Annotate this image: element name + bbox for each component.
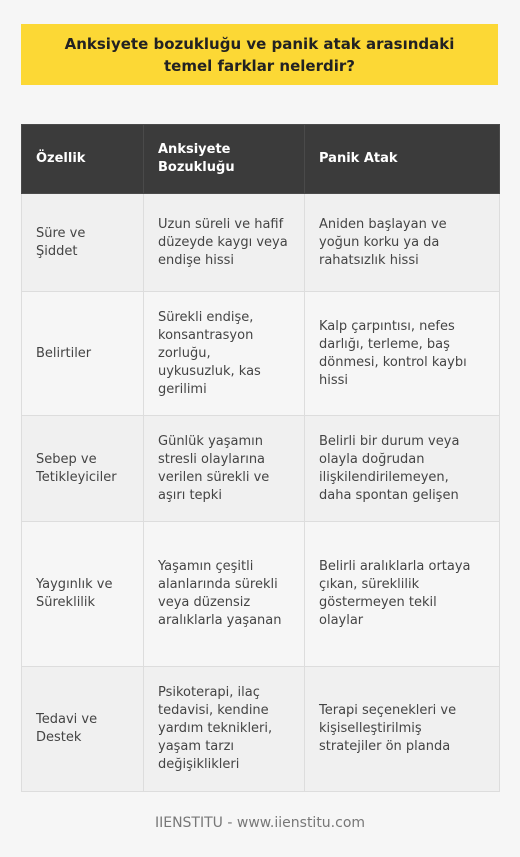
row-anxiety: Uzun süreli ve hafif düzeyde kaygı veya endişe hissi (144, 194, 305, 292)
row-feature: Belirtiler (22, 292, 144, 416)
row-panic: Belirli aralıklarla ortaya çıkan, süreklilik göstermeyen tekil olaylar (305, 522, 500, 667)
table-row (22, 194, 500, 292)
row-feature: Tedavi ve Destek (22, 667, 144, 792)
row-anxiety: Sürekli endişe, konsantrasyon zorluğu, uykusuzluk, kas gerilimi (144, 292, 305, 416)
header-feature: Özellik (22, 125, 144, 194)
row-panic: Terapi seçenekleri ve kişiselleştirilmiş stratejiler ön planda (305, 667, 500, 792)
row-anxiety: Psikoterapi, ilaç tedavisi, kendine yardım teknikleri, yaşam tarzı değişiklikleri (144, 667, 305, 792)
table-row (22, 522, 500, 667)
footer-credit: IIENSTITU - www.iienstitu.com (154, 815, 366, 831)
table-row (22, 667, 500, 792)
row-anxiety: Yaşamın çeşitli alanlarında sürekli veya düzensiz aralıklarla yaşanan (144, 522, 305, 667)
table-header-row (22, 125, 500, 194)
header-panic-attack: Panik Atak (305, 125, 500, 194)
comparison-table (21, 124, 500, 792)
table-row (22, 416, 500, 522)
row-panic: Kalp çarpıntısı, nefes darlığı, terleme, baş dönmesi, kontrol kaybı hissi (305, 292, 500, 416)
row-feature: Sebep ve Tetikleyiciler (22, 416, 144, 522)
page-title-text: Anksiyete bozukluğu ve panik atak arasındaki temel farklar nelerdir? (64, 34, 455, 75)
row-feature: Yaygınlık ve Süreklilik (22, 522, 144, 667)
row-panic: Belirli bir durum veya olayla doğrudan ilişkilendirilemeyen, daha spontan gelişen (305, 416, 500, 522)
row-panic: Aniden başlayan ve yoğun korku ya da rahatsızlık hissi (305, 194, 500, 292)
page-title (21, 24, 498, 85)
row-anxiety: Günlük yaşamın stresli olaylarına verilen sürekli ve aşırı tepki (144, 416, 305, 522)
row-feature: Süre ve Şiddet (22, 194, 144, 292)
table-row (22, 292, 500, 416)
header-anxiety-disorder: Anksiyete Bozukluğu (144, 125, 305, 194)
